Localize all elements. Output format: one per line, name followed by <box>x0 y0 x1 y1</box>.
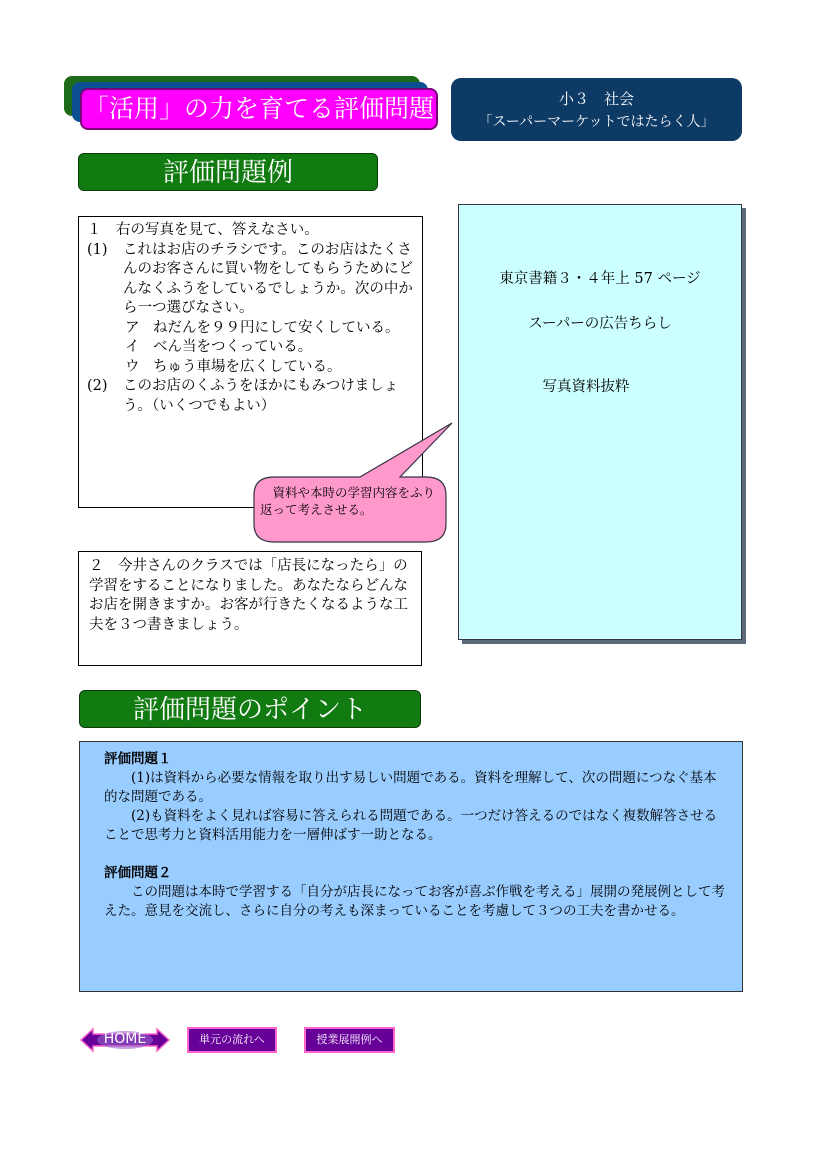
option-a <box>87 319 414 339</box>
example-heading: 評価問題例 <box>78 153 378 191</box>
point-2-heading: 評価問題２ <box>104 865 172 881</box>
unit-name: 「スーパーマーケットではたらく人」 <box>478 114 715 130</box>
speech-bubble-text: 資料や本時の学習内容をふり返って考えさせる。 <box>260 485 436 517</box>
speech-bubble <box>250 420 460 545</box>
point-1-paragraph: (1)は資料から必要な情報を取り出す易しい問題である。資料を理解して、次の問題につなぐ基本的な問題である。 <box>104 770 717 805</box>
option-mark: イ <box>125 339 140 355</box>
option-text: ちゅう車場を広くしている。 <box>153 358 342 375</box>
option-i <box>87 338 414 358</box>
item-text: このお店のくふうをほかにもみつけましょう。（いくつでもよい） <box>123 378 399 414</box>
spacer <box>104 845 730 864</box>
unit-subject: 小３ 社会 <box>558 90 634 108</box>
point-1-paragraph: (2)も資料をよく見れば容易に答えられる問題である。一つだけ答えるのではなく複数解答させることで思考力と資料活用能力を一層伸ばす一助となる。 <box>104 808 718 843</box>
question-1-item <box>87 377 414 416</box>
option-mark: ウ <box>125 358 140 375</box>
photo-caption: スーパーの広告ちらし <box>528 316 672 332</box>
question-1-item <box>87 241 414 319</box>
question-1-intro: １ 右の写真を見て、答えなさい。 <box>87 222 319 238</box>
photo-source: 東京書籍３・４年上 57 ページ <box>499 271 701 287</box>
question-2-box <box>78 551 422 666</box>
item-number: (1) <box>87 241 108 258</box>
option-u <box>87 358 414 378</box>
item-number: (2) <box>87 378 108 394</box>
question-2-text: ２ 今井さんのクラスでは「店長になったら」の学習をすることになりました。あなたならどんなお店を開きますか。お客が行きたくなるような工夫を３つ書きましょう。 <box>89 558 408 633</box>
unit-badge <box>451 78 742 141</box>
option-text: ねだんを９９円にして安くしている。 <box>153 319 400 336</box>
option-text: べん当をつくっている。 <box>153 339 313 355</box>
point-heading: 評価問題のポイント <box>79 690 421 728</box>
item-text: これはお店のチラシです。このお店はたくさんのお客さんに買い物をしてもらうためにどんなくふうをしているでしょうか。次の中から一つ選びなさい。 <box>123 241 413 316</box>
photo-note: 写真資料抜粋 <box>542 379 630 395</box>
point-1-heading: 評価問題１ <box>104 751 172 767</box>
home-label: HOME <box>103 1031 147 1047</box>
point-2-paragraph: この問題は本時で学習する「自分が店長になってお客が喜ぶ作戦を考える」展開の発展例として考えた。意見を交流し、さらに自分の考えも深まっていることを考慮して３つの工夫を書かせる。 <box>104 884 725 919</box>
page-title: 「活用」の力を育てる評価問題 <box>80 88 438 130</box>
points-box <box>79 741 743 992</box>
home-button[interactable] <box>79 1027 171 1053</box>
option-mark: ア <box>125 319 140 336</box>
lesson-example-button[interactable]: 授業展開例へ <box>304 1027 395 1053</box>
unit-flow-button[interactable]: 単元の流れへ <box>187 1027 277 1053</box>
photo-placeholder <box>458 204 742 640</box>
